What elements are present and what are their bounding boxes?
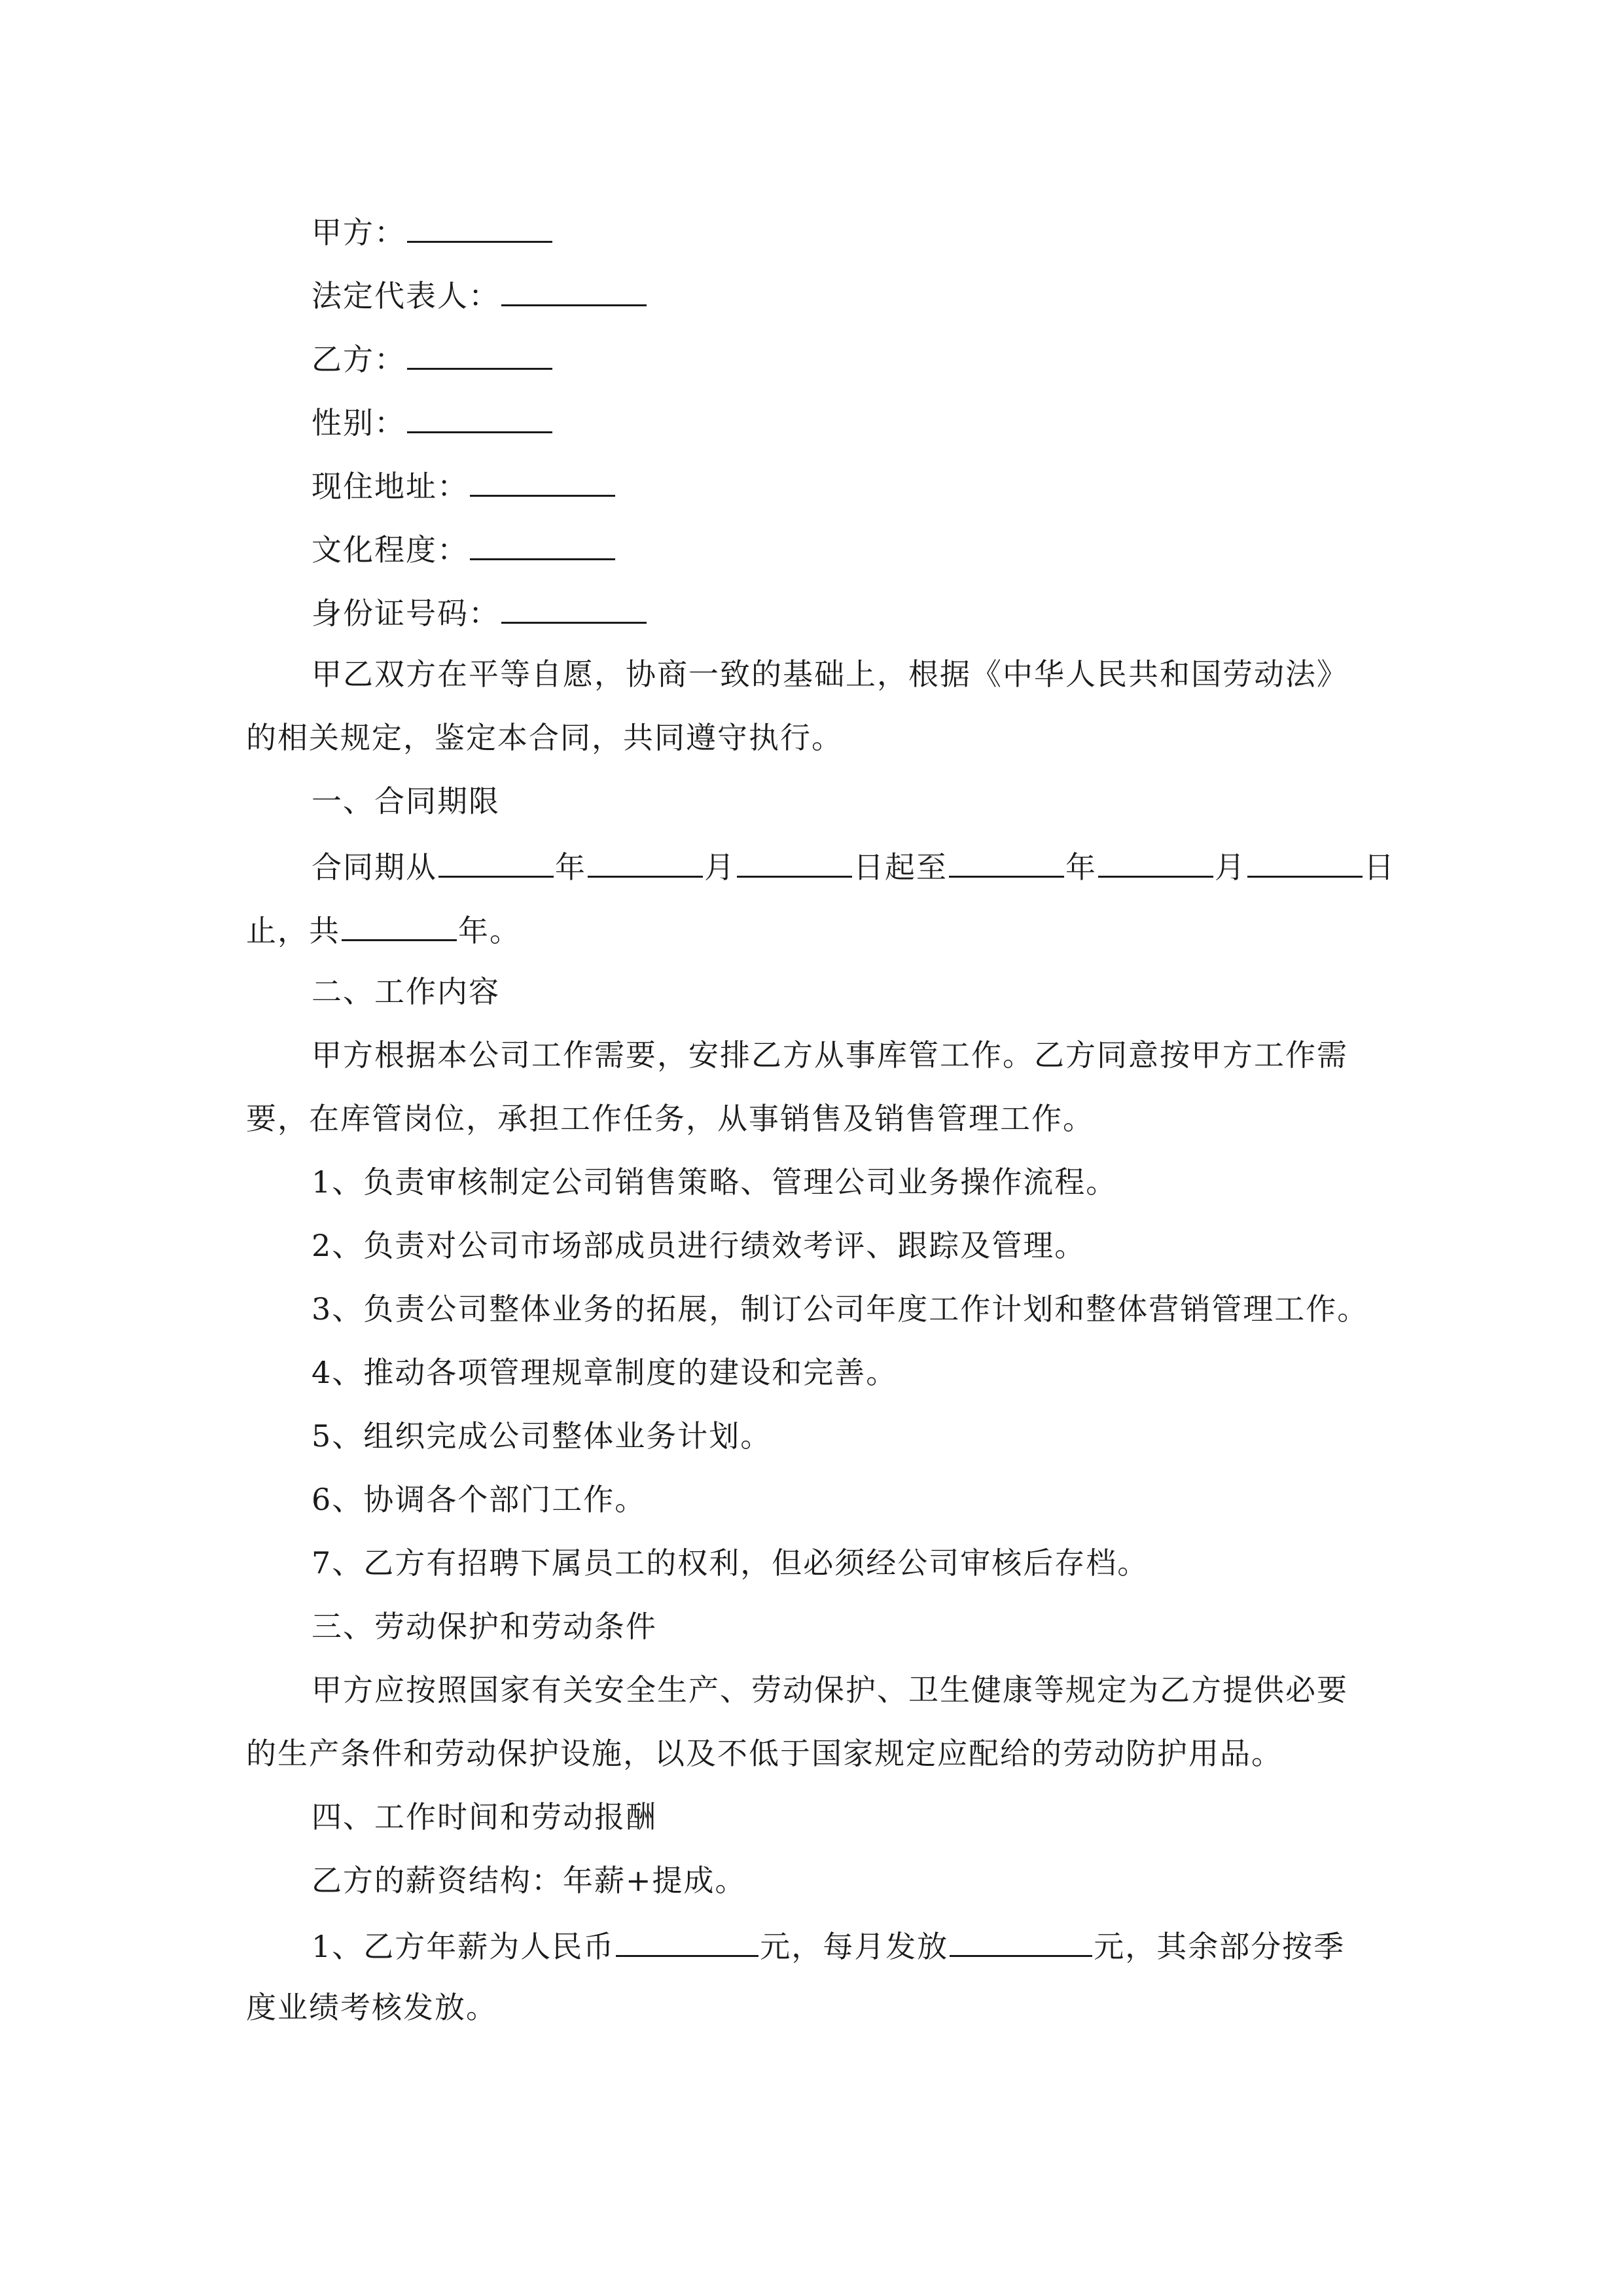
year-label: 年 — [555, 850, 586, 885]
day-start-label: 日起至 — [853, 850, 948, 885]
duty-item: 2、负责对公司市场部成员进行绩效考评、跟踪及管理。 — [312, 1228, 1086, 1263]
contract-term-total — [246, 909, 521, 950]
intro-line-2: 的相关规定，鉴定本合同，共同遵守执行。 — [246, 720, 843, 755]
blank-underline — [470, 465, 615, 497]
section-4-title: 四、工作时间和劳动报酬 — [312, 1799, 657, 1835]
intro-line-1: 甲乙双方在平等自愿，协商一致的基础上，根据《中华人民共和国劳动法》 — [312, 656, 1348, 692]
duty-item: 6、协调各个部门工作。 — [312, 1482, 647, 1517]
blank-underline — [342, 909, 457, 941]
blank-underline — [588, 846, 703, 878]
contract-term-line — [312, 846, 1395, 886]
blank-underline — [1247, 846, 1363, 878]
blank-underline — [737, 846, 852, 878]
section-1-title: 一、合同期限 — [312, 783, 500, 819]
blank-underline — [438, 846, 554, 878]
field-party-a — [312, 211, 554, 251]
salary-item-mid2: 元，其余部分按季 — [1094, 1929, 1346, 1964]
blank-underline — [1098, 846, 1213, 878]
duty-item: 4、推动各项管理规章制度的建设和完善。 — [312, 1355, 898, 1390]
labor-protection-line-2: 的生产条件和劳动保护设施，以及不低于国家规定应配给的劳动防护用品。 — [246, 1736, 1283, 1771]
duty-item: 3、负责公司整体业务的拓展，制订公司年度工作计划和整体营销管理工作。 — [312, 1291, 1369, 1327]
labor-protection-line-1: 甲方应按照国家有关安全生产、劳动保护、卫生健康等规定为乙方提供必要 — [312, 1672, 1348, 1708]
duty-item: 7、乙方有招聘下属员工的权利，但必须经公司审核后存档。 — [312, 1545, 1149, 1581]
salary-item-prefix: 1、乙方年薪为人民币 — [312, 1929, 615, 1964]
section-3-title: 三、劳动保护和劳动条件 — [312, 1609, 657, 1644]
field-label: 乙方： — [312, 342, 406, 377]
year-label: 年 — [1065, 850, 1097, 885]
blank-underline — [616, 1925, 758, 1957]
blank-underline — [501, 274, 647, 306]
field-label: 法定代表人： — [312, 278, 500, 314]
field-id-number — [312, 592, 648, 632]
month-label: 月 — [1215, 850, 1246, 885]
field-label: 性别： — [312, 405, 406, 440]
salary-item-1-line-2: 度业绩考核发放。 — [246, 1990, 497, 2025]
duty-item: 1、负责审核制定公司销售策略、管理公司业务操作流程。 — [312, 1164, 1118, 1200]
section-2-title: 二、工作内容 — [312, 974, 500, 1009]
field-label: 身份证号码： — [312, 596, 500, 631]
field-education — [312, 528, 616, 569]
blank-underline — [501, 592, 647, 624]
month-label: 月 — [704, 850, 736, 885]
term-total-suffix: 年。 — [458, 913, 521, 948]
term-from-label: 合同期从 — [312, 850, 437, 885]
blank-underline — [470, 528, 615, 560]
salary-item-mid1: 元，每月发放 — [760, 1929, 949, 1964]
blank-underline — [949, 846, 1064, 878]
field-label: 现住地址： — [312, 469, 469, 504]
field-gender — [312, 401, 554, 442]
term-total-prefix: 止，共 — [246, 913, 340, 948]
duty-item: 5、组织完成公司整体业务计划。 — [312, 1418, 772, 1454]
blank-underline — [407, 401, 552, 433]
day-label: 日 — [1364, 850, 1395, 885]
field-address — [312, 465, 616, 505]
blank-underline — [950, 1925, 1092, 1957]
field-label: 甲方： — [312, 215, 406, 250]
blank-underline — [407, 211, 552, 243]
salary-structure: 乙方的薪资结构：年薪+提成。 — [312, 1863, 747, 1898]
field-label: 文化程度： — [312, 532, 469, 567]
blank-underline — [407, 338, 552, 370]
field-legal-representative — [312, 274, 648, 315]
field-party-b — [312, 338, 554, 378]
work-content-line-2: 要，在库管岗位，承担工作任务，从事销售及销售管理工作。 — [246, 1101, 1094, 1136]
salary-item-1 — [312, 1925, 1345, 1965]
work-content-line-1: 甲方根据本公司工作需要，安排乙方从事库管工作。乙方同意按甲方工作需 — [312, 1037, 1348, 1073]
